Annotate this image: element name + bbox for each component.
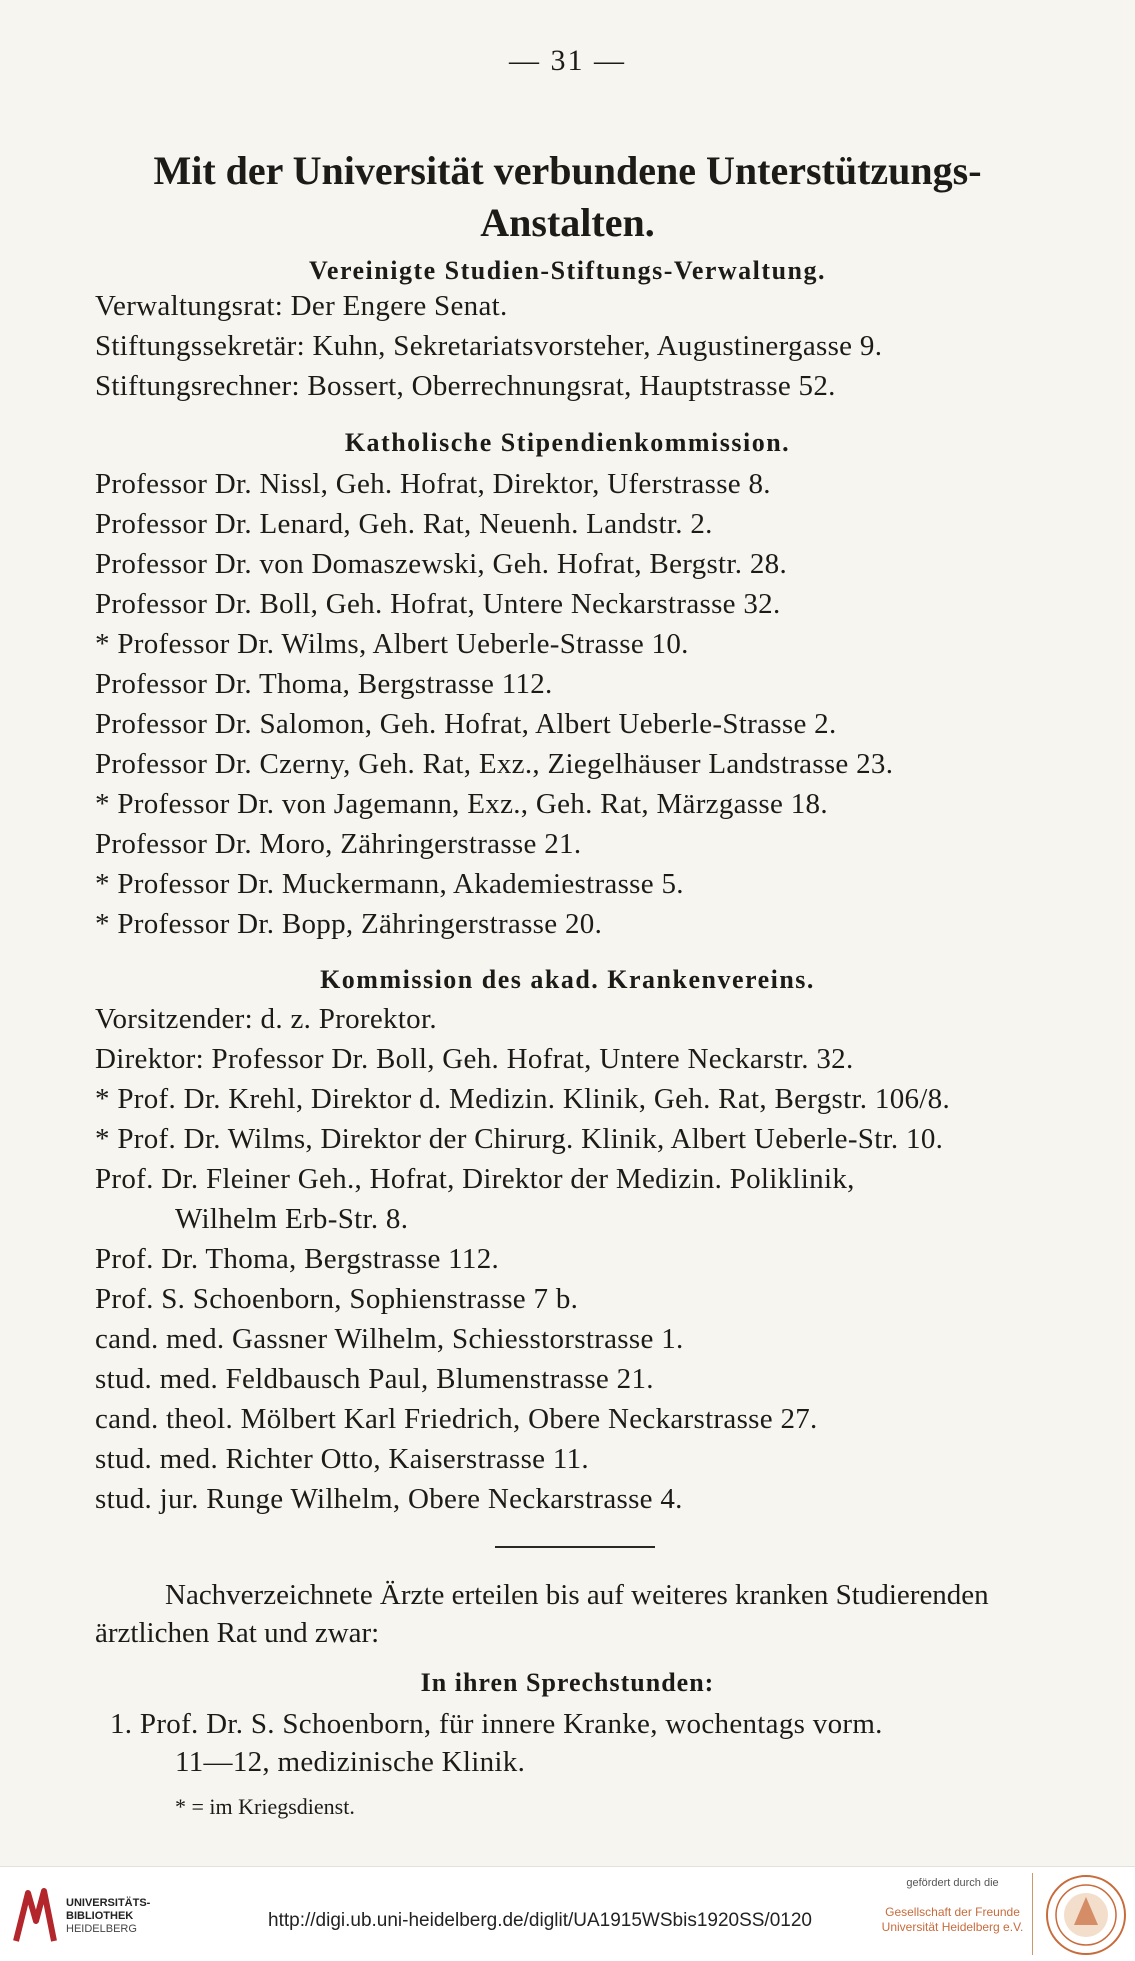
sponsor-block — [880, 1877, 1025, 1935]
divider — [495, 1546, 655, 1548]
page-number: — 31 — — [509, 44, 626, 77]
text-line: Professor Dr. Nissl, Geh. Hofrat, Direktor, Uferstrasse 8. — [95, 468, 771, 500]
university-seal-icon — [1044, 1873, 1128, 1957]
text-line: Professor Dr. Lenard, Geh. Rat, Neuenh. Landstr. 2. — [95, 508, 713, 540]
text-line: Stiftungssekretär: Kuhn, Sekretariatsvorsteher, Augustinergasse 9. — [95, 330, 883, 362]
permalink-url[interactable]: http://digi.ub.uni-heidelberg.de/diglit/UA1915WSbis1920SS/0120 — [268, 1910, 812, 1931]
text-line: * Professor Dr. Muckermann, Akademiestrasse 5. — [95, 868, 684, 900]
text-line: Stiftungsrechner: Bossert, Oberrechnungsrat, Hauptstrasse 52. — [95, 370, 836, 402]
text-line: * Prof. Dr. Wilms, Direktor der Chirurg. Klinik, Albert Ueberle-Str. 10. — [95, 1123, 944, 1155]
text-line: Direktor: Professor Dr. Boll, Geh. Hofrat, Untere Neckarstr. 32. — [95, 1043, 854, 1075]
ub-line-2: BIBLIOTHEK — [66, 1910, 134, 1922]
ub-wordmark — [66, 1897, 150, 1936]
title-line-1: Mit der Universität verbundene Unterstützungs- — [153, 148, 982, 193]
list-item-line-1: 1. Prof. Dr. S. Schoenborn, für innere Kranke, wochentags vorm. — [110, 1708, 883, 1740]
text-line: stud. jur. Runge Wilhelm, Obere Neckarstrasse 4. — [95, 1483, 683, 1515]
text-line: Verwaltungsrat: Der Engere Senat. — [95, 290, 508, 322]
text-line: Professor Dr. Czerny, Geh. Rat, Exz., Ziegelhäuser Landstrasse 23. — [95, 748, 894, 780]
section-heading-krankenverein: Kommission des akad. Krankenvereins. — [320, 965, 815, 994]
section-heading-stipendienkommission: Katholische Stipendienkommission. — [344, 428, 791, 457]
page-title — [60, 145, 1075, 249]
sponsor-name-1: Gesellschaft der Freunde — [885, 1905, 1020, 1919]
text-line: stud. med. Richter Otto, Kaiserstrasse 11. — [95, 1443, 589, 1475]
section-heading-stiftungs-verwaltung: Vereinigte Studien-Stiftungs-Verwaltung. — [309, 256, 826, 285]
text-line: * Prof. Dr. Krehl, Direktor d. Medizin. Klinik, Geh. Rat, Bergstr. 106/8. — [95, 1083, 951, 1115]
text-line: * Professor Dr. von Jagemann, Exz., Geh. Rat, Märzgasse 18. — [95, 788, 828, 820]
text-line: Prof. Dr. Fleiner Geh., Hofrat, Direktor der Medizin. Poliklinik, — [95, 1163, 855, 1195]
ub-line-3: HEIDELBERG — [66, 1923, 137, 1935]
footer-bar — [0, 1866, 1135, 1961]
text-line: Wilhelm Erb-Str. 8. — [175, 1203, 409, 1235]
text-line: Vorsitzender: d. z. Prorektor. — [95, 1003, 437, 1035]
ub-line-1: UNIVERSITÄTS- — [66, 1897, 151, 1909]
subheading-sprechstunden: In ihren Sprechstunden: — [420, 1668, 715, 1697]
text-line: Professor Dr. von Domaszewski, Geh. Hofrat, Bergstr. 28. — [95, 548, 788, 580]
text-line: Professor Dr. Thoma, Bergstrasse 112. — [95, 668, 553, 700]
text-line: Prof. S. Schoenborn, Sophienstrasse 7 b. — [95, 1283, 579, 1315]
text-line: Professor Dr. Salomon, Geh. Hofrat, Albert Ueberle-Strasse 2. — [95, 708, 837, 740]
footnote: * = im Kriegsdienst. — [175, 1794, 355, 1819]
text-line: * Professor Dr. Wilms, Albert Ueberle-Strasse 10. — [95, 628, 689, 660]
text-line: * Professor Dr. Bopp, Zähringerstrasse 20. — [95, 908, 603, 940]
text-line: cand. med. Gassner Wilhelm, Schiesstorstrasse 1. — [95, 1323, 684, 1355]
text-line: Prof. Dr. Thoma, Bergstrasse 112. — [95, 1243, 500, 1275]
sponsor-label: gefördert durch die — [906, 1877, 999, 1889]
footer-separator — [1032, 1873, 1033, 1955]
text-line: cand. theol. Mölbert Karl Friedrich, Obere Neckarstrasse 27. — [95, 1403, 818, 1435]
ub-logo-icon — [10, 1885, 60, 1949]
sponsor-name-2: Universität Heidelberg e.V. — [881, 1920, 1024, 1934]
text-line: stud. med. Feldbausch Paul, Blumenstrasse 21. — [95, 1363, 654, 1395]
intro-paragraph: Nachverzeichnete Ärzte erteilen bis auf weiteres kranken Studierenden ärztlichen Rat und zwar: — [95, 1579, 989, 1649]
text-line: Professor Dr. Moro, Zähringerstrasse 21. — [95, 828, 582, 860]
text-line: Professor Dr. Boll, Geh. Hofrat, Untere Neckarstrasse 32. — [95, 588, 781, 620]
list-item-line-2: 11—12, medizinische Klinik. — [175, 1746, 526, 1778]
title-line-2: Anstalten. — [480, 200, 655, 245]
